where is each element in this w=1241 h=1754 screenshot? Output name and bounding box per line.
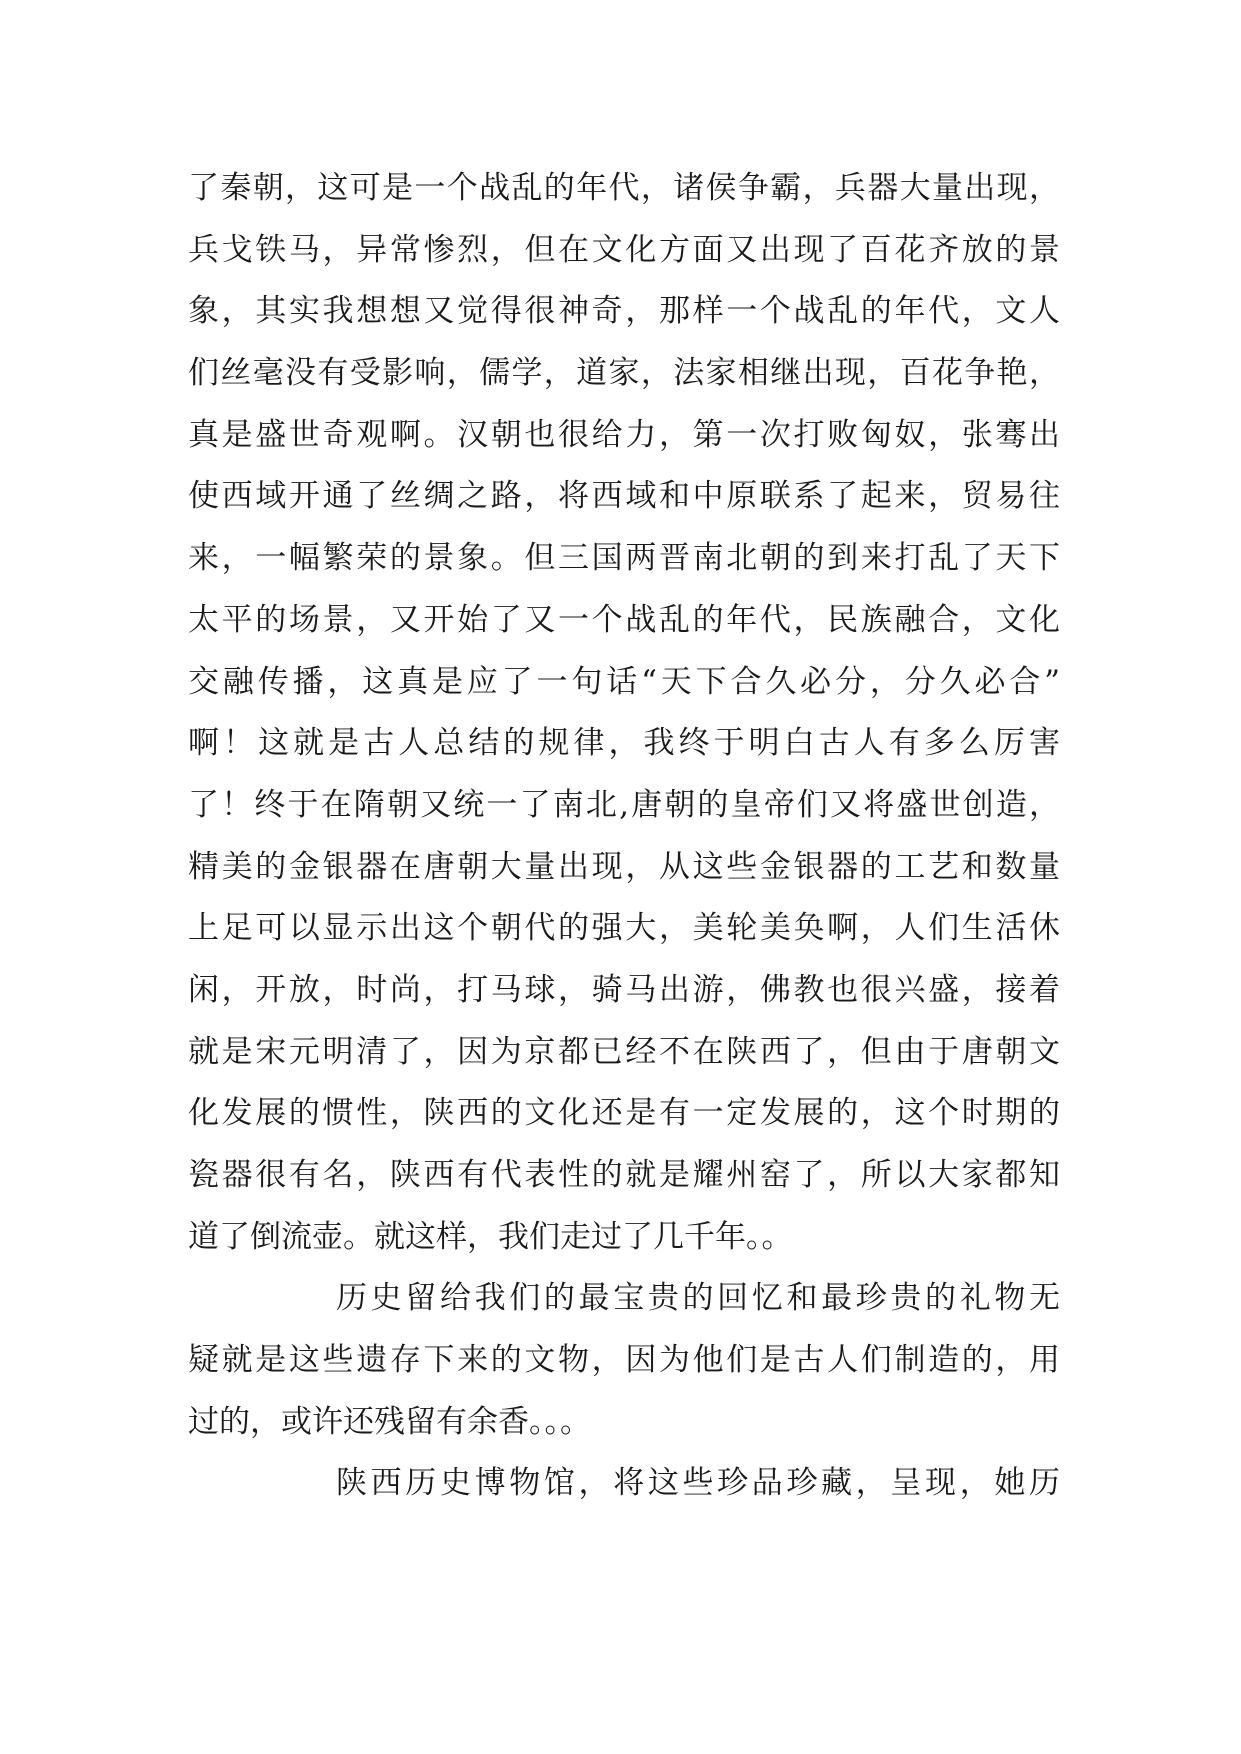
text-line: 了！终于在隋朝又统一了南北,唐朝的皇帝们又将盛世创造， xyxy=(188,786,1060,823)
text-line: 们丝毫没有受影响，儒学，道家，法家相继出现，百花争艳， xyxy=(188,355,1060,392)
text-line: 太平的场景，又开始了又一个战乱的年代，民族融合，文化 xyxy=(188,601,1060,638)
text-line: 疑就是这些遗存下来的文物，因为他们是古人们制造的，用 xyxy=(188,1342,1060,1379)
text-line: 交融传播，这真是应了一句话“天下合久必分，分久必合” xyxy=(188,663,1060,700)
text-line: 来，一幅繁荣的景象。但三国两晋南北朝的到来打乱了天下 xyxy=(188,540,1060,577)
text-line: 瓷器很有名，陕西有代表性的就是耀州窑了，所以大家都知 xyxy=(188,1157,1060,1193)
text-line: 道了倒流壶。就这样，我们走过了几千年。。 xyxy=(188,1218,793,1255)
paragraph-first-line: 陕西历史博物馆，将这些珍品珍藏，呈现，她历 xyxy=(336,1465,1060,1502)
text-line: 啊！这就是古人总结的规律，我终于明白古人有多么厉害 xyxy=(188,725,1060,762)
paragraph-first-line: 历史留给我们的最宝贵的回忆和最珍贵的礼物无 xyxy=(336,1280,1060,1317)
text-line: 上足可以显示出这个朝代的强大，美轮美奂啊，人们生活休 xyxy=(188,910,1060,947)
text-line: 了秦朝，这可是一个战乱的年代，诸侯争霸，兵器大量出现， xyxy=(188,170,1060,206)
text-line: 兵戈铁马，异常惨烈，但在文化方面又出现了百花齐放的景 xyxy=(188,231,1060,268)
text-line: 过的，或许还残留有余香。。。 xyxy=(188,1403,591,1440)
text-line: 就是宋元明清了，因为京都已经不在陕西了，但由于唐朝文 xyxy=(188,1033,1060,1070)
text-line: 真是盛世奇观啊。汉朝也很给力，第一次打败匈奴，张骞出 xyxy=(188,416,1060,453)
text-line: 象，其实我想想又觉得很神奇，那样一个战乱的年代，文人 xyxy=(188,293,1060,330)
text-line: 化发展的惯性，陕西的文化还是有一定发展的，这个时期的 xyxy=(188,1095,1060,1132)
body-text xyxy=(188,158,1060,1515)
text-line: 使西域开通了丝绸之路，将西域和中原联系了起来，贸易往 xyxy=(188,478,1060,515)
text-line: 闲，开放，时尚，打马球，骑马出游，佛教也很兴盛，接着 xyxy=(188,971,1060,1008)
text-line: 精美的金银器在唐朝大量出现，从这些金银器的工艺和数量 xyxy=(188,848,1060,885)
